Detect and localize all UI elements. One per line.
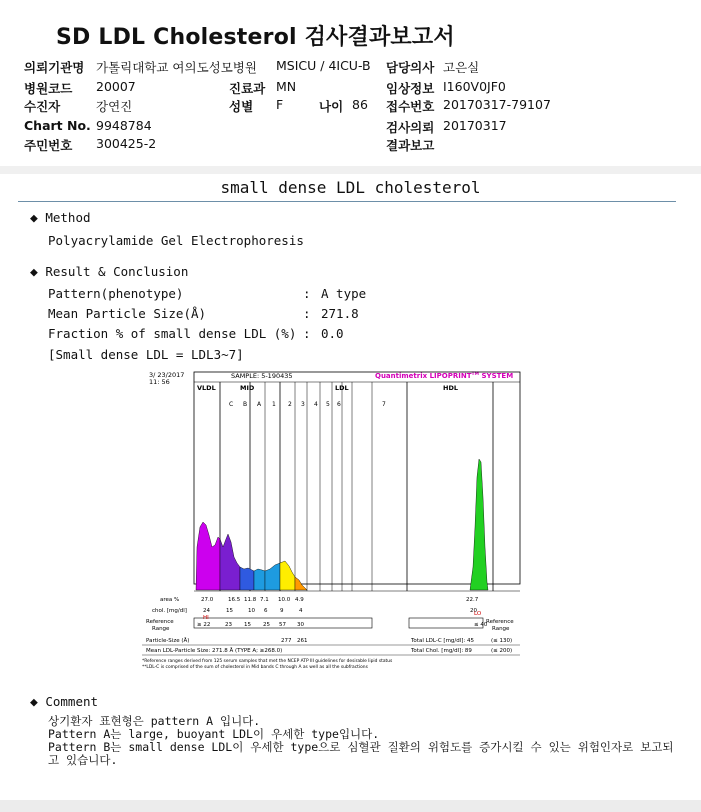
dept-value: MN — [276, 79, 297, 94]
result-heading: Result & Conclusion — [45, 264, 189, 279]
footer-bar — [0, 800, 701, 812]
row-label-ref-right-1: Reference — [486, 619, 514, 625]
ward-value: MSICU / 4ICU-B — [276, 58, 371, 73]
chart-brand: Quantimetrix LIPOPRINT™ SYSTEM — [375, 372, 514, 380]
chol-value: 6 — [264, 608, 268, 614]
area-value: 4.9 — [295, 597, 304, 603]
clinical-label: 임상정보 — [386, 81, 435, 96]
chart-time: 11: 56 — [149, 378, 170, 386]
ssn-value: 300425-2 — [96, 136, 157, 151]
comment-heading: Comment — [45, 694, 99, 709]
area-value: 7.1 — [260, 597, 269, 603]
chol-value: 10 — [248, 608, 255, 614]
area-value: 10.0 — [278, 597, 291, 603]
row-label-ref-2: Range — [152, 626, 170, 632]
method-text: Polyacrylamide Gel Electrophoresis — [48, 233, 304, 248]
area-value: 16.5 — [228, 597, 241, 603]
total-ldl-ref: (≤ 130) — [491, 638, 513, 644]
area-value: 22.7 — [466, 597, 479, 603]
result-sep: : — [303, 286, 311, 301]
receipt-label: 접수번호 — [386, 99, 435, 114]
result-label: Mean Particle Size(Å) — [48, 306, 207, 321]
result-value: 271.8 — [321, 306, 359, 321]
dept-label: 진료과 — [229, 81, 266, 96]
result-sep: : — [303, 306, 311, 321]
receipt-value: 20170317-79107 — [443, 97, 551, 112]
chart-sample: SAMPLE: 5-190435 — [231, 372, 293, 380]
ref-hdl: ≤ 40 — [474, 622, 488, 628]
chart-no-label: Chart No. — [24, 118, 91, 133]
row-label-ref-right-2: Range — [492, 626, 510, 632]
band-label: C — [229, 401, 234, 408]
mid-a-peak — [254, 569, 265, 590]
particle-size-value: 261 — [297, 638, 308, 644]
comment-line: 고 있습니다. — [48, 753, 118, 767]
doctor-value: 고은실 — [443, 60, 480, 75]
comment-line: Pattern A는 large, buoyant LDL이 우세한 type입니다. — [48, 727, 380, 741]
lipoprint-chart — [140, 367, 523, 669]
sex-value: F — [276, 97, 284, 112]
report-title: SD LDL Cholesterol 검사결과보고서 — [56, 25, 455, 50]
clinical-value: I160V0JF0 — [443, 79, 506, 94]
chol-value: 4 — [299, 608, 303, 614]
total-chol-label: Total Chol. [mg/dl]: 89 — [411, 648, 472, 654]
result-report-label: 결과보고 — [386, 138, 435, 153]
band-label: 3 — [301, 401, 305, 408]
request-label: 검사의뢰 — [386, 120, 435, 135]
band-label: 1 — [272, 401, 276, 408]
group-label: LDL — [335, 384, 349, 392]
chol-value: 20 — [470, 608, 477, 614]
band-label: B — [243, 401, 248, 408]
age-value: 86 — [352, 97, 368, 112]
ref-value: ≥ 22 — [197, 622, 211, 628]
section-rule — [18, 201, 676, 202]
patient-value: 강연진 — [96, 99, 133, 114]
header-divider — [0, 166, 701, 174]
mean-ldl-label: Mean LDL-Particle Size: 271.8 Å (TYPE A; ≥268.0) — [146, 648, 283, 654]
comment-line: 상기환자 표현형은 pattern A 입니다. — [48, 714, 261, 728]
ref-value: 57 — [279, 622, 286, 628]
chol-value: 9 — [280, 608, 284, 614]
area-value: 27.0 — [201, 597, 214, 603]
result-value: A type — [321, 286, 367, 301]
diamond-bullet-icon: ◆ — [30, 265, 38, 280]
row-label-ref-1: Reference — [146, 619, 174, 625]
ref-value: 25 — [263, 622, 270, 628]
row-label-area: area % — [160, 597, 180, 603]
diamond-bullet-icon: ◆ — [30, 695, 38, 710]
band-label: 7 — [382, 401, 386, 408]
mid-b-peak — [240, 567, 254, 590]
diamond-bullet-icon: ◆ — [30, 211, 38, 226]
chart-date: 3/ 23/2017 — [149, 371, 185, 379]
band-label: 2 — [288, 401, 292, 408]
group-label: HDL — [443, 384, 458, 392]
particle-size-value: 277 — [281, 638, 292, 644]
doctor-label: 담당의사 — [386, 60, 435, 75]
footnote: **LDL-C is comprised of the sum of cholesterol in Mid bands C through A as well as all the subfractions — [142, 665, 368, 669]
result-label: Fraction % of small dense LDL (%) — [48, 326, 297, 341]
chol-value: 15 — [226, 608, 233, 614]
area-value: 11.8 — [244, 597, 257, 603]
hospcode-label: 병원코드 — [24, 81, 73, 96]
institution-value: 가톨릭대학교 여의도성모병원 — [96, 60, 257, 75]
group-label: MID — [240, 384, 255, 392]
result-sep: : — [303, 326, 311, 341]
hi-flag: HI — [203, 615, 209, 621]
particle-size-label: Particle-Size (Å) — [146, 638, 190, 644]
result-label: Pattern(phenotype) — [48, 286, 184, 301]
band-label: 4 — [314, 401, 318, 408]
method-heading: Method — [45, 210, 91, 225]
total-chol-ref: (≤ 200) — [491, 648, 513, 654]
band-label: A — [257, 401, 262, 408]
ref-value: 23 — [225, 622, 232, 628]
ref-value: 30 — [297, 622, 304, 628]
group-label: VLDL — [197, 384, 216, 392]
sex-label: 성별 — [229, 99, 254, 114]
total-ldl-label: Total LDL-C [mg/dl]: 45 — [411, 638, 475, 644]
row-label-chol: chol. [mg/dl] — [152, 608, 187, 614]
band-label: 6 — [337, 401, 341, 408]
small-ldl-note: [Small dense LDL = LDL3~7] — [48, 347, 244, 362]
ref-value: 15 — [244, 622, 251, 628]
patient-label: 수진자 — [24, 99, 61, 114]
footnote: *Reference ranges derived from 125 serum samples that met the NCEP ATP III guidelines for desirable lipid status — [142, 659, 393, 664]
comment-line: Pattern B는 small dense LDL이 우세한 type으로 심혈관 질환의 위험도를 증가시킬 수 있는 위험인자로 보고되 — [48, 740, 674, 754]
request-value: 20170317 — [443, 118, 507, 133]
result-value: 0.0 — [321, 326, 344, 341]
age-label: 나이 — [319, 99, 344, 114]
chart-no-value: 9948784 — [96, 118, 152, 133]
lo-flag: LO — [474, 611, 482, 617]
ssn-label: 주민번호 — [24, 138, 73, 153]
institution-label: 의뢰기관명 — [24, 60, 85, 75]
hospcode-value: 20007 — [96, 79, 136, 94]
section-title: small dense LDL cholesterol — [220, 178, 481, 197]
lipoprint-svg — [140, 367, 523, 669]
chol-value: 24 — [203, 608, 210, 614]
band-label: 5 — [326, 401, 330, 408]
